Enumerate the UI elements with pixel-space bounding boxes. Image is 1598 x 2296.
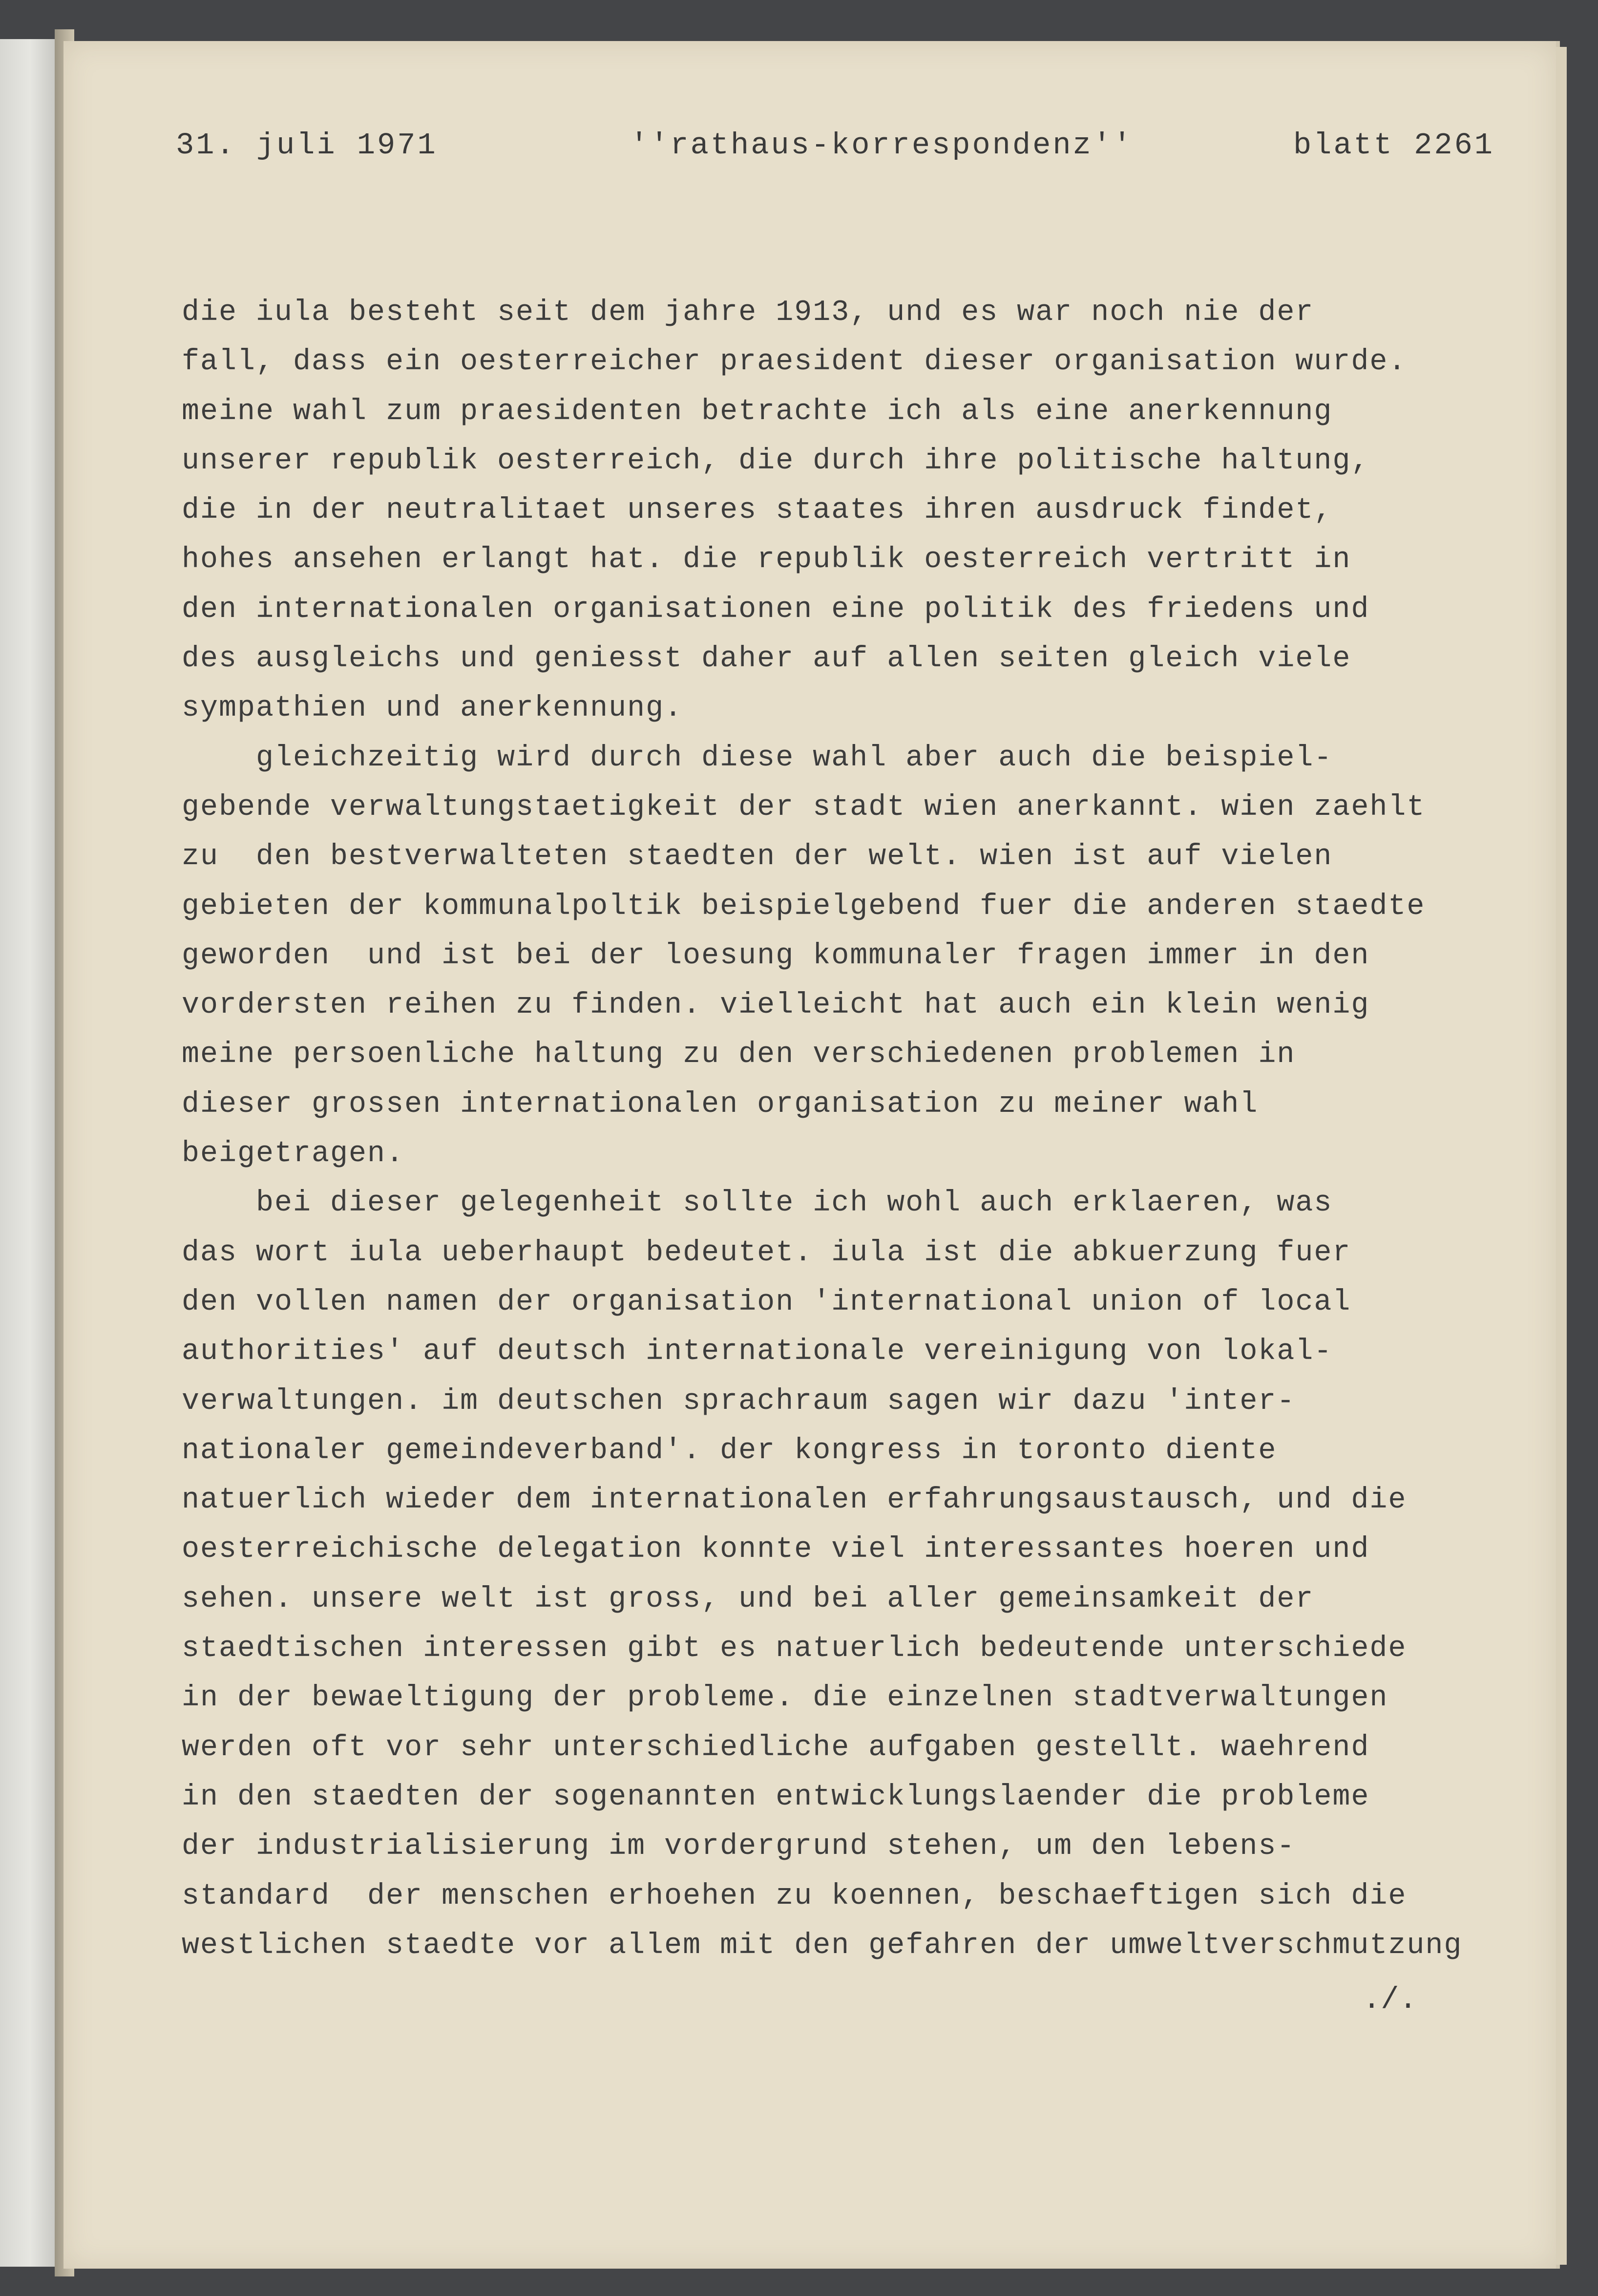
text-line: der industrialisierung im vordergrund stehen, um den lebens-: [182, 1830, 1296, 1864]
text-line: staedtischen interessen gibt es natuerlich bedeutende unterschiede: [182, 1632, 1407, 1666]
text-line: nationaler gemeindeverband'. der kongress in toronto diente: [182, 1434, 1277, 1467]
text-line: die in der neutralitaet unseres staates ihren ausdruck findet,: [182, 494, 1333, 528]
text-line: bei dieser gelegenheit sollte ich wohl auch erklaeren, was: [182, 1187, 1333, 1220]
text-line: geworden und ist bei der loesung kommunaler fragen immer in den: [182, 939, 1370, 973]
text-line: gebieten der kommunalpoltik beispielgebend fuer die anderen staedte: [182, 890, 1426, 923]
text-line: sympathien und anerkennung.: [182, 692, 683, 725]
text-line: den vollen namen der organisation 'international union of local: [182, 1285, 1351, 1319]
text-line: dieser grossen internationalen organisation zu meiner wahl: [182, 1087, 1259, 1121]
text-line: zu den bestverwalteten staedten der welt. wien ist auf vielen: [182, 840, 1333, 874]
text-line: natuerlich wieder dem internationalen erfahrungsaustausch, und die: [182, 1484, 1407, 1517]
text-line: des ausgleichs und geniesst daher auf allen seiten gleich viele: [182, 642, 1351, 676]
header-publication-title: ''rathaus-korrespondenz'': [630, 128, 1134, 163]
text-line: hohes ansehen erlangt hat. die republik oesterreich vertritt in: [182, 543, 1351, 577]
text-line: unserer republik oesterreich, die durch ihre politische haltung,: [182, 444, 1370, 478]
facing-page-edge: [0, 39, 58, 2267]
text-line: fall, dass ein oesterreicher praesident dieser organisation wurde.: [182, 345, 1407, 379]
text-line: meine wahl zum praesidenten betrachte ich als eine anerkennung: [182, 395, 1333, 428]
text-line: in den staedten der sogenannten entwicklungslaender die probleme: [182, 1780, 1370, 1814]
text-line: verwaltungen. im deutschen sprachraum sagen wir dazu 'inter-: [182, 1384, 1296, 1418]
text-line: oesterreichische delegation konnte viel interessantes hoeren und: [182, 1533, 1370, 1567]
text-line: vordersten reihen zu finden. vielleicht hat auch ein klein wenig: [182, 989, 1370, 1022]
text-line: meine persoenliche haltung zu den verschiedenen problemen in: [182, 1038, 1296, 1072]
text-line: authorities' auf deutsch internationale vereinigung von lokal-: [182, 1335, 1333, 1369]
header-page-number: blatt 2261: [1293, 128, 1494, 163]
text-line: gleichzeitig wird durch diese wahl aber auch die beispiel-: [182, 741, 1333, 775]
page-edge: [1556, 47, 1567, 2265]
text-line: in der bewaeltigung der probleme. die einzelnen stadtverwaltungen: [182, 1681, 1388, 1715]
text-line: den internationalen organisationen eine politik des friedens und: [182, 593, 1370, 626]
text-line: das wort iula ueberhaupt bedeutet. iula ist die abkuerzung fuer: [182, 1236, 1351, 1270]
text-line: beigetragen.: [182, 1137, 405, 1171]
text-line: die iula besteht seit dem jahre 1913, und es war noch nie der: [182, 296, 1314, 329]
page-header: [176, 128, 1494, 162]
text-line: sehen. unsere welt ist gross, und bei aller gemeinsamkeit der: [182, 1582, 1314, 1616]
text-line: westlichen staedte vor allem mit den gefahren der umweltverschmutzung: [182, 1929, 1463, 1962]
text-line: gebende verwaltungstaetigkeit der stadt wien anerkannt. wien zaehlt: [182, 790, 1426, 824]
body-text: [182, 288, 1530, 1971]
header-date: 31. juli 1971: [176, 128, 438, 163]
text-line: werden oft vor sehr unterschiedliche aufgaben gestellt. waehrend: [182, 1731, 1370, 1765]
continuation-mark: ./.: [1363, 1982, 1417, 2017]
text-line: standard der menschen erhoehen zu koennen, beschaeftigen sich die: [182, 1879, 1407, 1913]
